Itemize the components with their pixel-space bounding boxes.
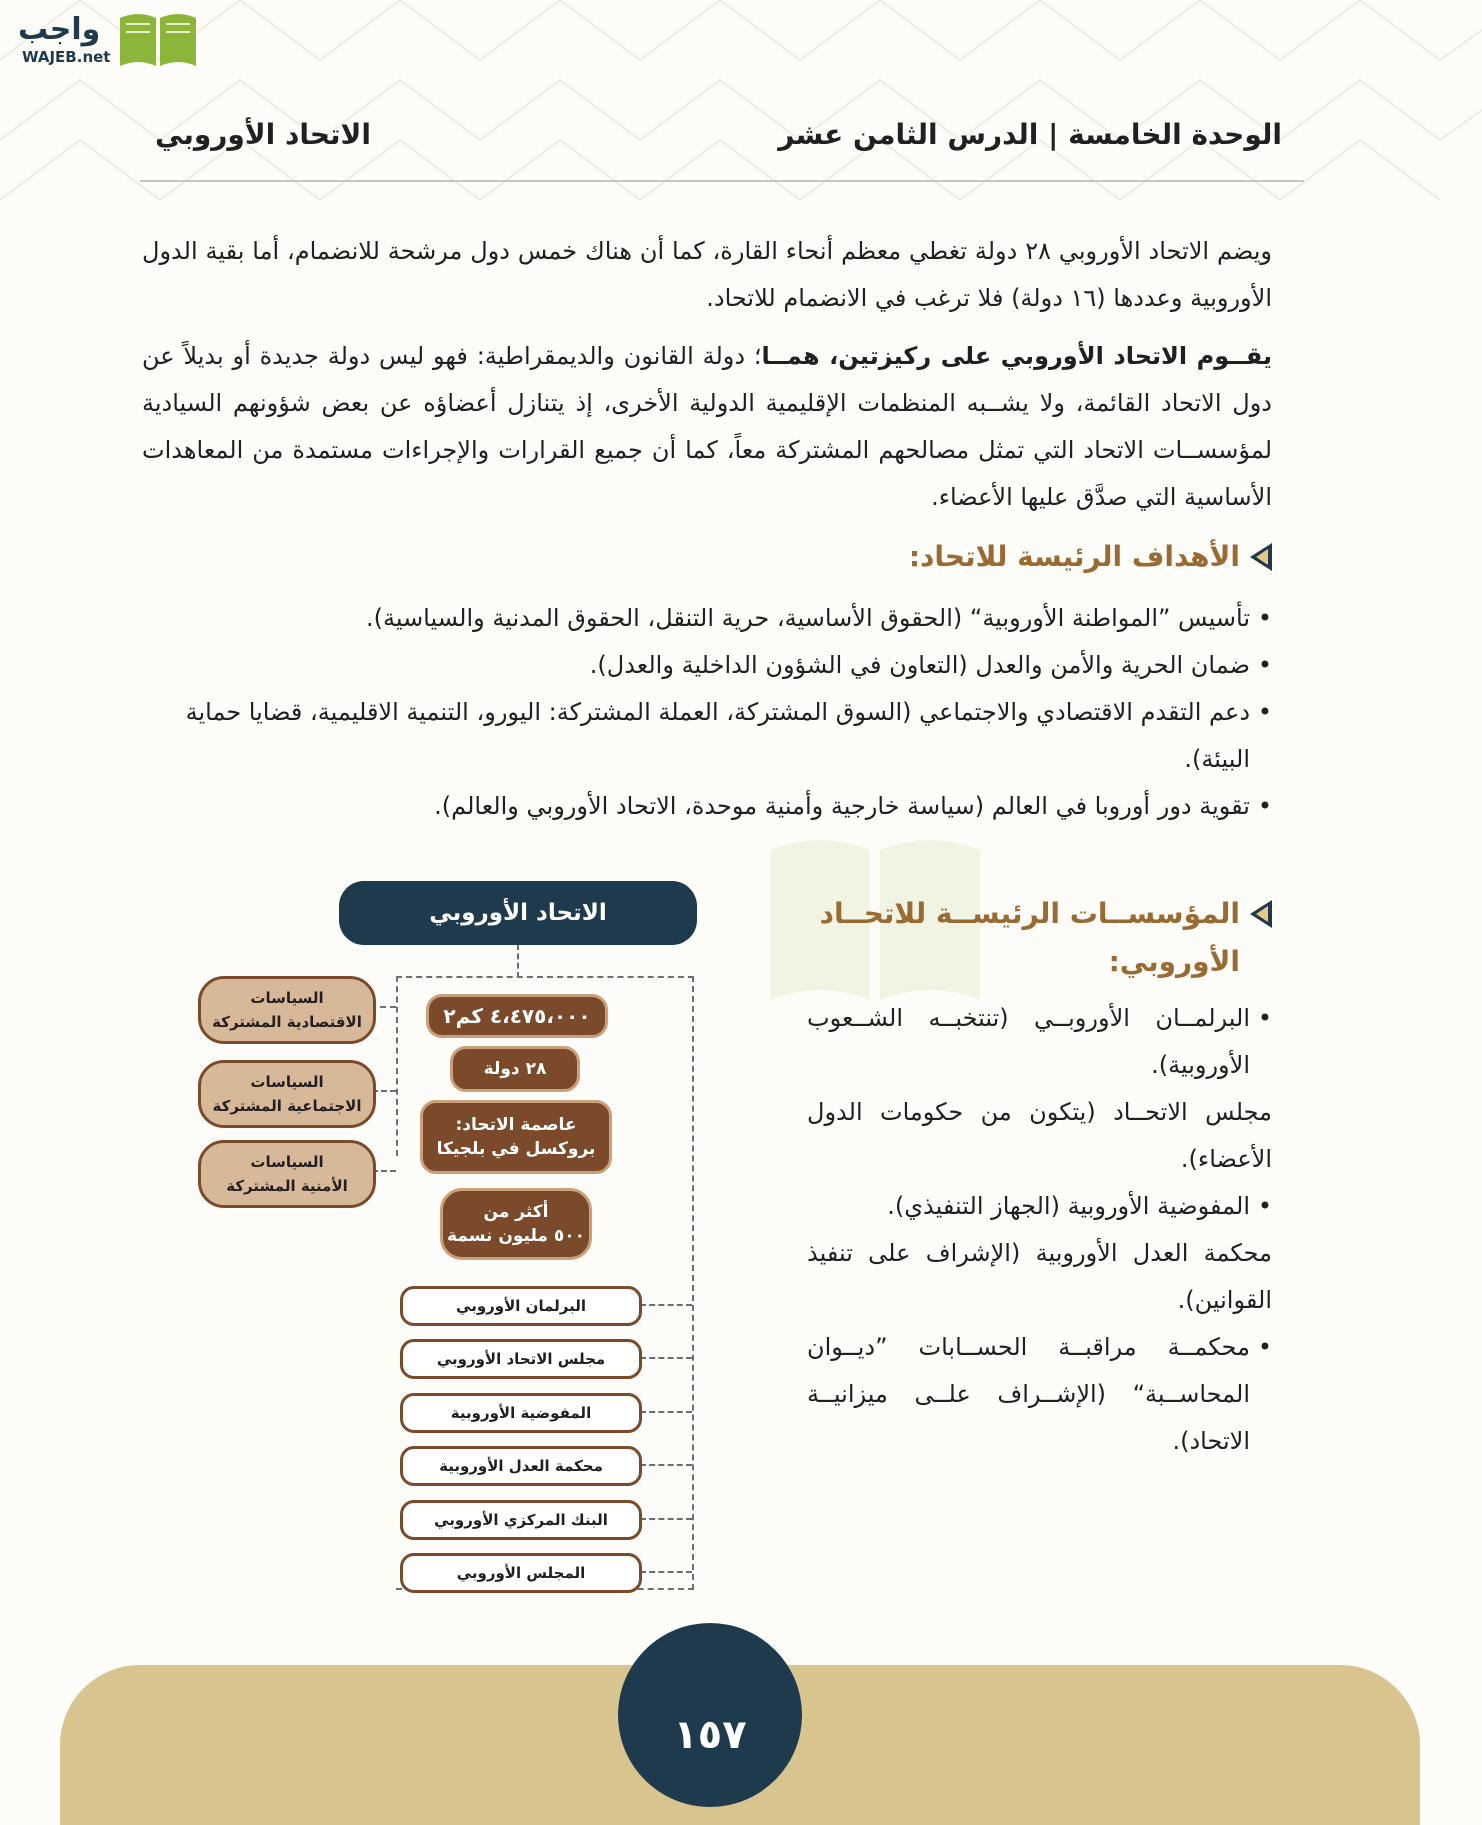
fact-capital-value: بروكسل في بلجيكا <box>436 1139 596 1159</box>
body-european-council: المجلس الأوروبي <box>400 1553 642 1593</box>
body-parliament: البرلمان الأوروبي <box>400 1286 642 1326</box>
diagram-connector <box>517 944 519 978</box>
wajeb-logo[interactable] <box>10 6 190 70</box>
diagram-connector <box>640 1571 692 1573</box>
fact-population <box>440 1188 592 1260</box>
diagram-connector <box>640 1411 692 1413</box>
policy-label: السياسات <box>250 989 324 1007</box>
pillars-paragraph <box>142 333 1272 521</box>
goals-heading <box>909 540 1272 573</box>
fact-capital-label: عاصمة الاتحاد: <box>455 1115 577 1135</box>
list-item: مجلس الاتحــاد (يتكون من حكومات الدول الأعضاء). <box>807 1098 1272 1173</box>
policy-label: الاجتماعية المشتركة <box>212 1097 362 1115</box>
diagram-connector <box>640 1304 692 1306</box>
policy-social <box>198 1060 376 1128</box>
list-item: • ضمان الحرية والأمن والعدل (التعاون في الشؤون الداخلية والعدل). <box>132 642 1272 689</box>
diagram-connector <box>640 1357 692 1359</box>
pillars-body: ؛ دولة القانون والديمقراطية: فهو ليس دولة جديدة أو بديلاً عن دول الاتحاد القائمة، ولا يشــبه المنظمات الإقليمية الدولية الأخرى، إذ يتنازل أعضاؤه عن بعض شؤونهم السيادية لمؤسســات الاتحاد التي تمثل مصالحهم المشتركة معاً، كما أن جميع القرارات والإجراءات مستمدة من المعاهدات الأساسية التي صدَّق عليها الأعضاء. <box>142 342 1272 511</box>
page-title: الاتحاد الأوروبي <box>155 118 371 151</box>
policy-label: السياسات <box>250 1153 324 1171</box>
fact-population-label: أكثر من <box>483 1202 549 1222</box>
policy-label: الأمنية المشتركة <box>226 1177 348 1195</box>
fact-area: ٤،٤٧٥،٠٠٠ كم٢ <box>426 994 608 1038</box>
header-divider <box>140 180 1304 182</box>
diagram-connector <box>640 1518 692 1520</box>
diagram-connector <box>640 1464 692 1466</box>
book-icon <box>116 8 200 70</box>
institutions-list <box>807 995 1272 1465</box>
list-item: • المفوضية الأوروبية (الجهاز التنفيذي). <box>807 1183 1272 1230</box>
logo-arabic: واجب <box>18 12 101 47</box>
body-commission: المفوضية الأوروبية <box>400 1393 642 1433</box>
list-item: • محكمــة مراقبــة الحســابات ”ديــوان المحاســبة“ (الإشــراف علــى ميزانيــة الاتحاد). <box>807 1324 1272 1465</box>
logo-latin: WAJEB.net <box>22 48 111 66</box>
intro-paragraph: ويضم الاتحاد الأوروبي ٢٨ دولة تغطي معظم أنحاء القارة، كما أن هناك خمس دول مرشحة للانضمام، أما بقية الدول الأوروبية وعددها (١٦ دولة) فلا ترغب في الانضمام للاتحاد. <box>142 237 1273 312</box>
triangle-marker-icon <box>1250 900 1272 928</box>
list-item: • تقوية دور أوروبا في العالم (سياسة خارجية وأمنية موحدة، الاتحاد الأوروبي والعالم). <box>132 783 1272 830</box>
fact-capital <box>420 1100 612 1174</box>
fact-population-value: ٥٠٠ مليون نسمة <box>447 1226 585 1246</box>
diagram-title: الاتحاد الأوروبي <box>342 884 694 942</box>
eu-diagram <box>190 880 720 1600</box>
policy-label: الاقتصادية المشتركة <box>212 1013 362 1031</box>
body-court-of-justice: محكمة العدل الأوروبية <box>400 1446 642 1486</box>
page-number: ١٥٧ <box>673 1712 747 1758</box>
triangle-marker-icon <box>1250 543 1272 571</box>
policy-security <box>198 1140 376 1208</box>
goals-heading-text: الأهداف الرئيسة للاتحاد: <box>908 540 1240 573</box>
policy-label: السياسات <box>250 1073 324 1091</box>
list-item: • تأسيس ”المواطنة الأوروبية“ (الحقوق الأساسية، حرية التنقل، الحقوق المدنية والسياسية). <box>132 595 1272 642</box>
policy-economic <box>198 976 376 1044</box>
list-item: • البرلمــان الأوروبــي (تنتخبــه الشــعوب الأوروبية). <box>807 995 1272 1089</box>
pillars-lead: يقــوم الاتحاد الأوروبي على ركيزتين، همــا <box>761 342 1272 370</box>
goals-list <box>132 595 1272 830</box>
list-item: محكمة العدل الأوروبية (الإشراف على تنفيذ القوانين). <box>807 1239 1272 1314</box>
diagram-connector <box>396 976 398 1156</box>
fact-countries: ٢٨ دولة <box>450 1046 580 1092</box>
institutions-heading-text: المؤسســات الرئيســة للاتحــاد الأوروبي: <box>819 897 1240 978</box>
institutions-heading <box>812 890 1272 986</box>
body-council-of-eu: مجلس الاتحاد الأوروبي <box>400 1339 642 1379</box>
list-item: • دعم التقدم الاقتصادي والاجتماعي (السوق المشتركة، العملة المشتركة: اليورو، التنمية الاقليمية، قضايا حماية البيئة). <box>132 689 1272 783</box>
header-pattern <box>0 0 1482 200</box>
unit-lesson-header: الوحدة الخامسة | الدرس الثامن عشر <box>778 118 1282 151</box>
body-central-bank: البنك المركزي الأوروبي <box>400 1500 642 1540</box>
